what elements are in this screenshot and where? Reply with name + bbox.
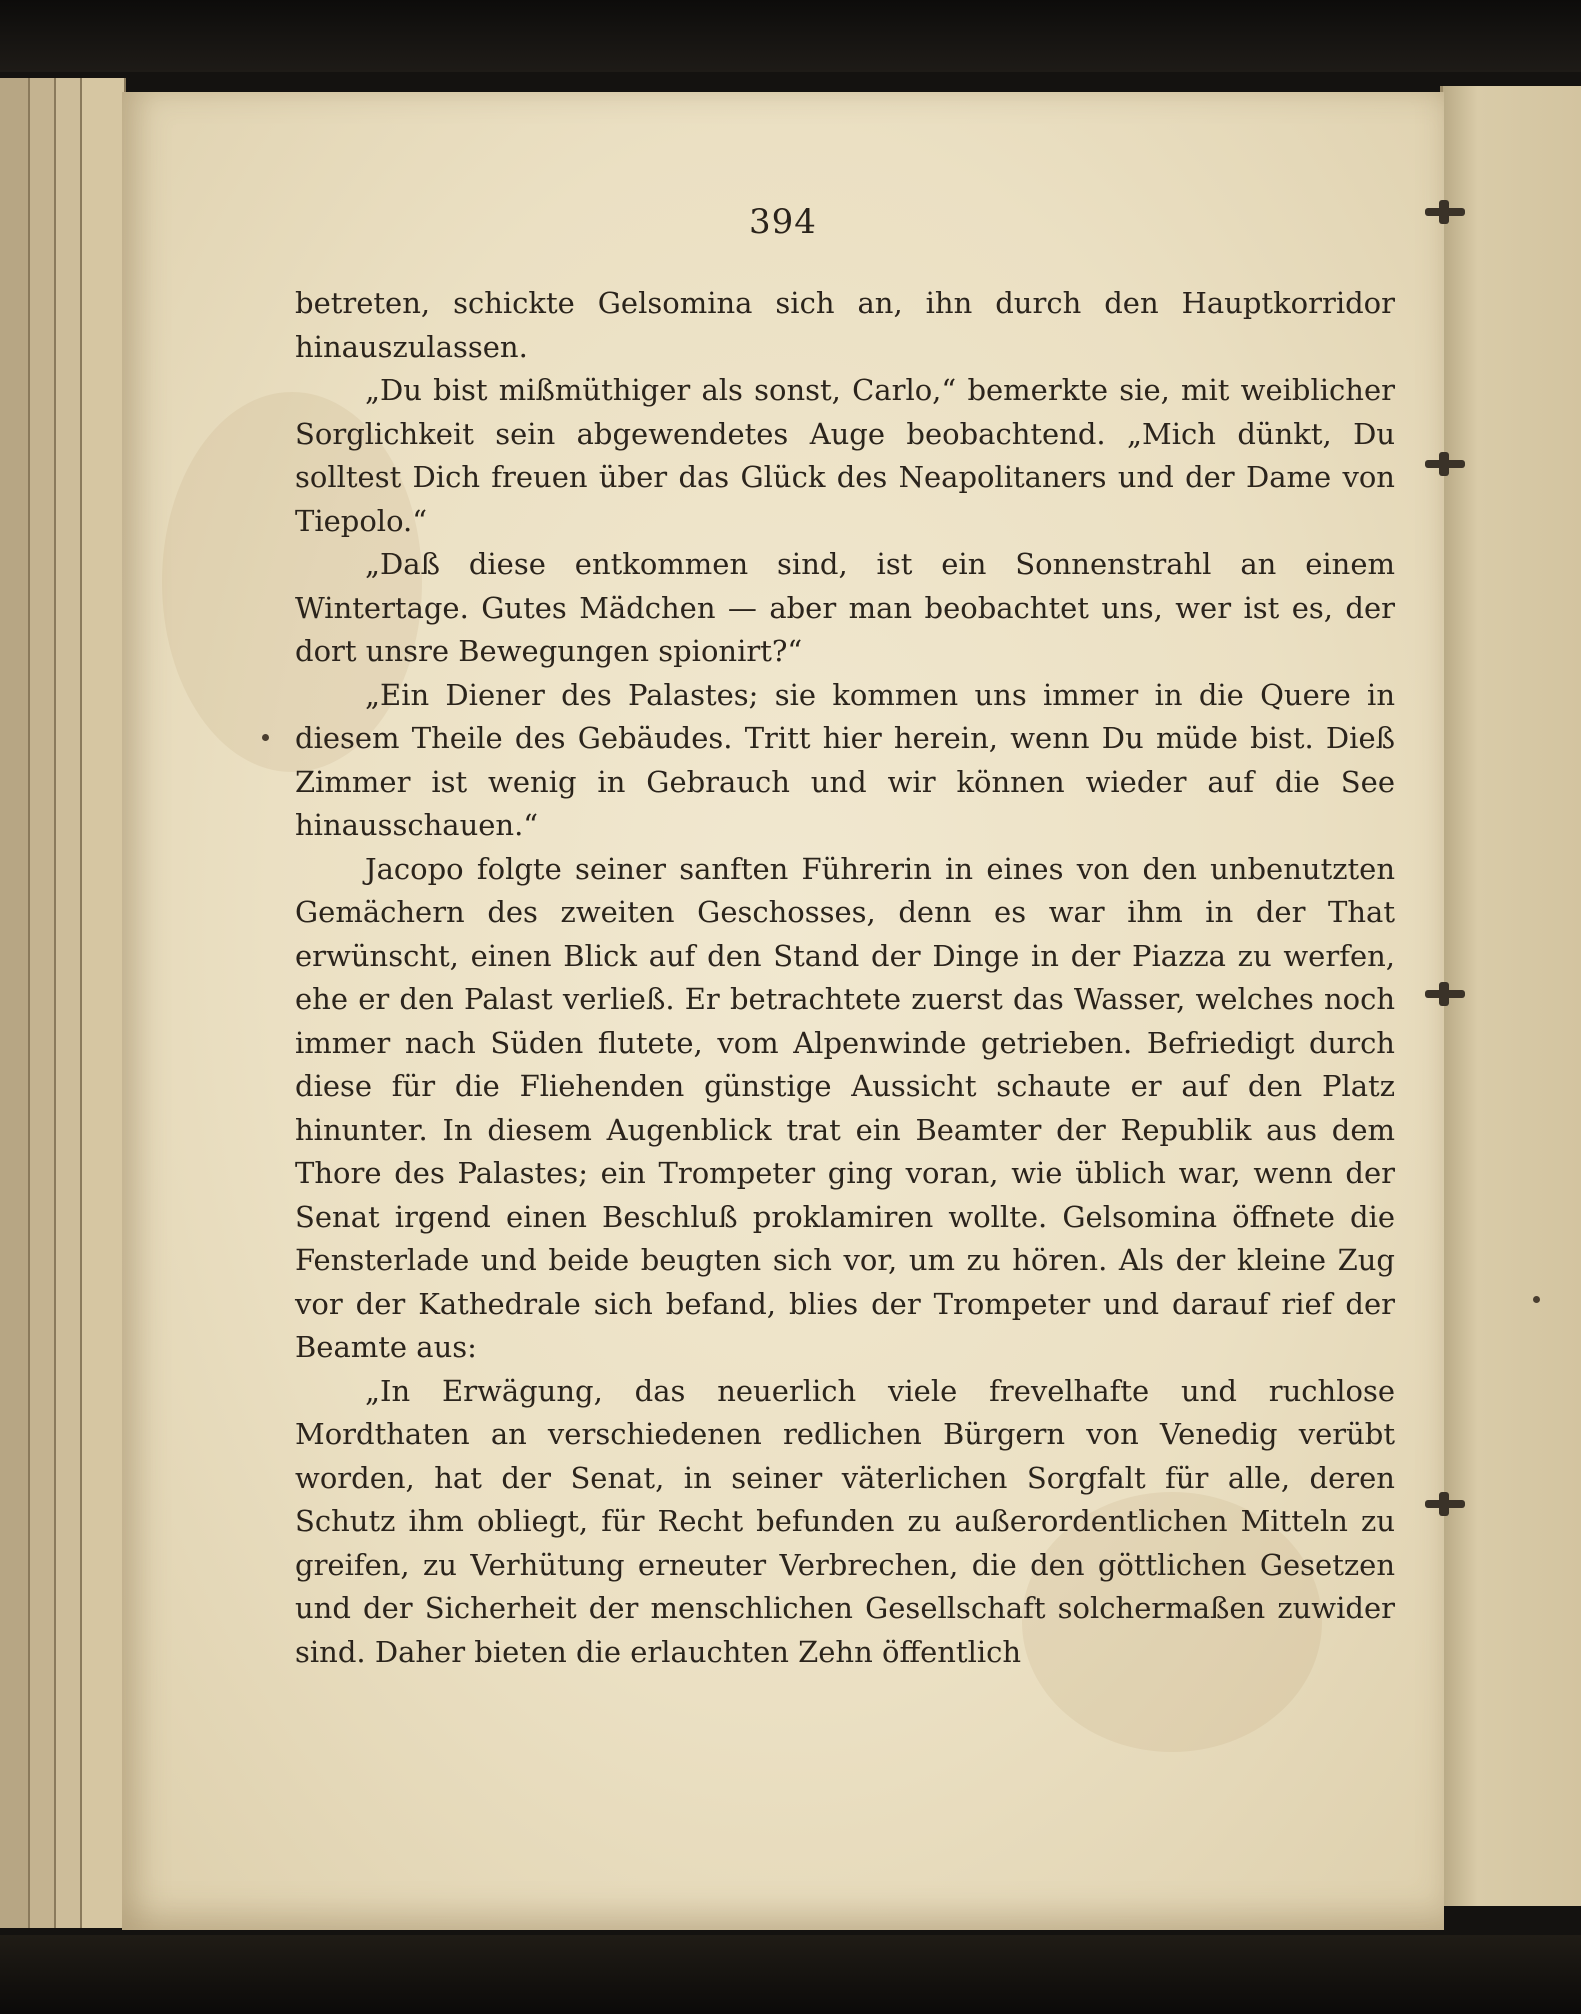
paragraph: „Daß diese entkommen sind, ist ein Sonnenstrahl an einem Wintertage. Gutes Mädchen — aber man beobachtet uns, wer ist es, der dort unsre Bewegungen spionirt?“ [295, 547, 1395, 668]
paper-spot [1533, 1296, 1540, 1303]
page-edge [82, 78, 126, 1928]
book-cover-top [0, 0, 1581, 72]
paragraph: „Du bist mißmüthiger als sonst, Carlo,“ bemerkte sie, mit weiblicher Sorglichkeit sein abgewendetes Auge beobachtend. „Mich dünkt, Du solltest Dich freuen über das Glück des Neapolitaners und der Dame von Tiepolo.“ [295, 373, 1395, 538]
body-text [295, 282, 1395, 1674]
page-edge [0, 78, 30, 1928]
page-number: 394 [749, 202, 817, 242]
page-edge [56, 78, 82, 1928]
binding-pin [1425, 990, 1465, 998]
paragraph: „In Erwägung, das neuerlich viele frevelhafte und ruchlose Mordthaten an verschiedenen redlichen Bürgern von Venedig verübt worden, hat der Senat, in seiner väterlichen Sorgfalt für alle, deren Schutz ihm obliegt, für Recht befunden zu außerordentlichen Mitteln zu greifen, zu Verhütung erneuter Verbrechen, die den göttlichen Gesetzen und der Sicherheit der menschlichen Gesellschaft solchermaßen zuwider sind. Daher bieten die erlauchten Zehn öffentlich [295, 1373, 1395, 1669]
binding-pin [1425, 208, 1465, 216]
paper-spot [262, 734, 269, 741]
binding-pin [1425, 1500, 1465, 1508]
paragraph: „Ein Diener des Palastes; sie kommen uns immer in die Quere in diesem Theile des Gebäudes. Tritt hier herein, wenn Du müde bist. Dieß Zimmer ist wenig in Gebrauch und wir können wieder auf die See hinausschauen.“ [295, 677, 1395, 842]
paragraph: betreten, schickte Gelsomina sich an, ihn durch den Hauptkorridor hinauszulassen. [295, 286, 1395, 364]
paragraph: Jacopo folgte seiner sanften Führerin in eines von den unbenutzten Gemächern des zweiten Geschosses, denn es war ihm in der That erwünscht, einen Blick auf den Stand der Dinge in der Piazza zu werfen, ehe er den Palast verließ. Er betrachtete zuerst das Wasser, welches noch immer nach Süden flutete, vom Alpenwinde getrieben. Befriedigt durch diese für die Fliehenden günstige Aussicht schaute er auf den Platz hinunter. In diesem Augenblick trat ein Beamter der Republik aus dem Thore des Palastes; ein Trompeter ging voran, wie üblich war, wenn der Senat irgend einen Beschluß proklamiren wollte. Gelsomina öffnete die Fensterlade und beide beugten sich vor, um zu hören. Als der kleine Zug vor der Kathedrale sich befand, blies der Trompeter und darauf rief der Beamte aus: [295, 851, 1395, 1364]
page-edge [30, 78, 56, 1928]
binding-pin [1425, 460, 1465, 468]
book-cover-bottom [0, 1935, 1581, 2014]
book-page [122, 92, 1444, 1930]
